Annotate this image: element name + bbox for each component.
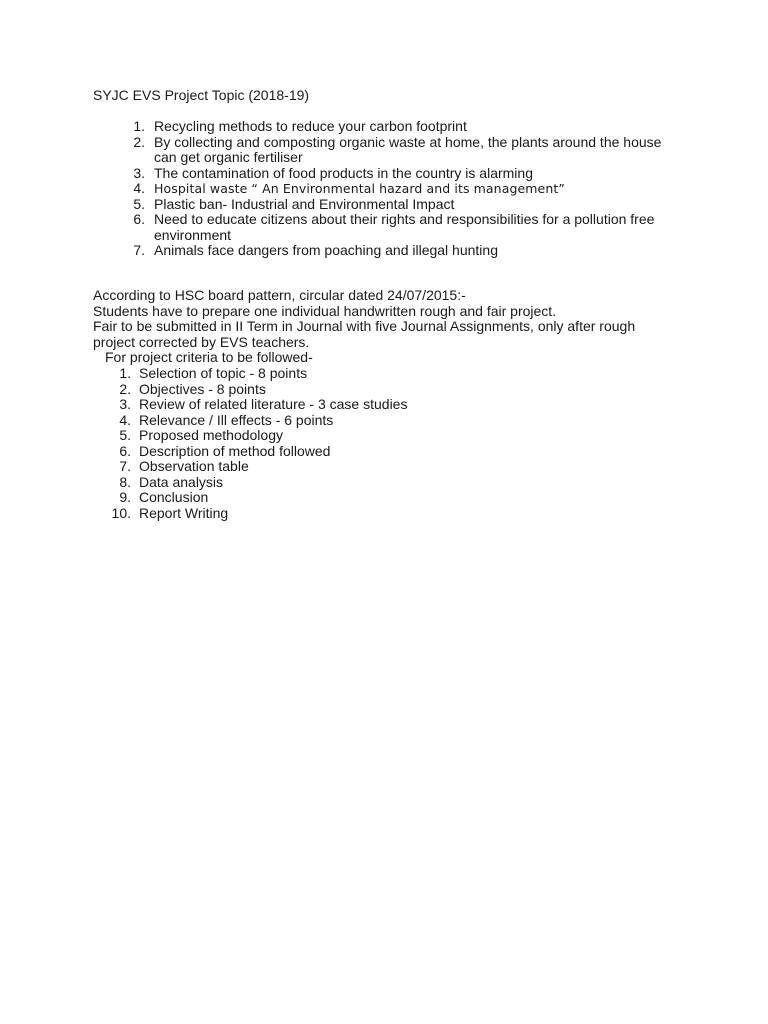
topic-text: Plastic ban- Industrial and Environmental Impact bbox=[154, 195, 455, 212]
criteria-item bbox=[93, 490, 407, 506]
topic-item bbox=[93, 166, 679, 182]
criteria-text: Selection of topic - 8 points bbox=[139, 365, 308, 381]
criteria-item bbox=[93, 397, 407, 413]
criteria-text: Relevance / Ill effects - 6 points bbox=[139, 411, 334, 428]
topic-number: 2. bbox=[133, 133, 145, 150]
topic-text: Hospital waste “ An Environmental hazard and its management” bbox=[154, 181, 565, 196]
project-criteria-list bbox=[93, 366, 407, 521]
criteria-text: Review of related literature - 3 case studies bbox=[139, 396, 408, 412]
topic-number: 7. bbox=[133, 242, 145, 258]
topic-item bbox=[93, 135, 679, 166]
topic-text: Recycling methods to reduce your carbon footprint bbox=[154, 118, 467, 134]
circular-note: According to HSC board pattern, circular dated 24/07/2015:- bbox=[93, 287, 466, 303]
criteria-number: 10. bbox=[111, 504, 131, 521]
project-requirement-note: Students have to prepare one individual handwritten rough and fair project. bbox=[93, 302, 557, 319]
criteria-item bbox=[93, 459, 407, 475]
criteria-item bbox=[93, 506, 407, 522]
criteria-item bbox=[93, 382, 407, 398]
criteria-number: 2. bbox=[119, 380, 131, 397]
board-notes bbox=[93, 288, 663, 350]
criteria-item bbox=[93, 444, 407, 460]
criteria-text: Observation table bbox=[139, 458, 249, 474]
criteria-number: 3. bbox=[119, 396, 131, 412]
criteria-text: Data analysis bbox=[139, 473, 224, 490]
criteria-heading: For project criteria to be followed- bbox=[105, 349, 313, 365]
criteria-text: Description of method followed bbox=[139, 442, 331, 459]
criteria-number: 6. bbox=[119, 442, 131, 459]
criteria-item bbox=[93, 366, 407, 382]
topic-item bbox=[93, 243, 679, 259]
topic-number: 6. bbox=[133, 211, 145, 227]
criteria-number: 1. bbox=[119, 365, 131, 381]
criteria-number: 9. bbox=[119, 489, 131, 505]
topic-number: 5. bbox=[133, 195, 145, 212]
criteria-text: Conclusion bbox=[139, 489, 209, 505]
topic-item bbox=[93, 212, 679, 243]
document-title: SYJC EVS Project Topic (2018-19) bbox=[93, 87, 310, 103]
criteria-item bbox=[93, 428, 407, 444]
project-topics-list bbox=[93, 119, 693, 259]
topic-item bbox=[93, 197, 679, 213]
topic-item bbox=[93, 119, 679, 135]
topic-text: The contamination of food products in the country is alarming bbox=[154, 164, 533, 181]
topic-text: Need to educate citizens about their rights and responsibilities for a pollution free environment bbox=[154, 211, 655, 243]
submission-note: Fair to be submitted in II Term in Journal with five Journal Assignments, only after rough project corrected by EVS teachers. bbox=[93, 318, 636, 350]
criteria-text: Objectives - 8 points bbox=[139, 380, 266, 397]
criteria-number: 8. bbox=[119, 473, 131, 490]
criteria-item bbox=[93, 475, 407, 491]
topic-item bbox=[93, 181, 679, 197]
topic-number: 1. bbox=[133, 118, 145, 134]
criteria-text: Proposed methodology bbox=[139, 427, 283, 443]
criteria-number: 4. bbox=[119, 411, 131, 428]
criteria-item bbox=[93, 413, 407, 429]
topic-text: Animals face dangers from poaching and illegal hunting bbox=[154, 242, 498, 258]
criteria-number: 7. bbox=[119, 458, 131, 474]
criteria-text: Report Writing bbox=[139, 504, 229, 521]
topic-text: By collecting and composting organic waste at home, the plants around the house can get organic fertiliser bbox=[154, 133, 662, 165]
topic-number: 4. bbox=[133, 180, 145, 196]
topic-number: 3. bbox=[133, 164, 145, 181]
criteria-number: 5. bbox=[119, 427, 131, 443]
